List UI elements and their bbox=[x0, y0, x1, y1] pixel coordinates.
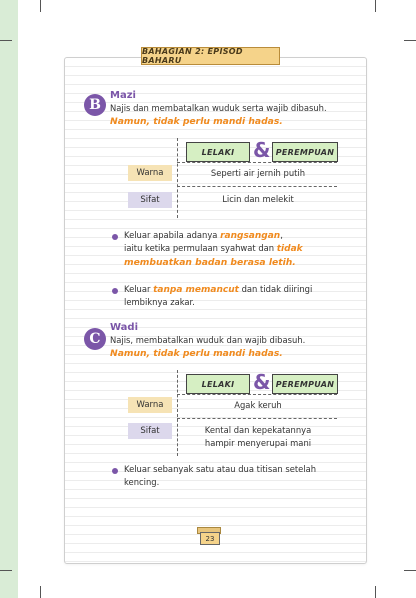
gender-male-tag: LELAKI bbox=[186, 142, 250, 162]
bullet-highlight: rangsangan bbox=[220, 231, 281, 241]
warna-label: Warna bbox=[128, 397, 172, 413]
section-c-bullet1-line2: kencing. bbox=[124, 477, 160, 487]
section-b-line2: Namun, tidak perlu mandi hadas. bbox=[110, 116, 283, 127]
table-b-rule bbox=[177, 162, 337, 163]
sifat-label: Sifat bbox=[128, 192, 172, 208]
warna-label: Warna bbox=[128, 165, 172, 181]
section-b-line1: Najis dan membatalkan wuduk serta wajib dibasuh. bbox=[110, 103, 327, 113]
section-b-bullet2-line2: lembiknya zakar. bbox=[124, 297, 195, 307]
section-c-bullet1-line1: Keluar sebanyak satu atau dua titisan setelah bbox=[124, 464, 317, 474]
gender-female-tag: PEREMPUAN bbox=[272, 374, 338, 394]
section-c-badge: C bbox=[84, 328, 106, 350]
warna-value: Seperti air jernih putih bbox=[210, 168, 306, 178]
section-c-line2: Namun, tidak perlu mandi hadas. bbox=[110, 348, 283, 359]
bullet-dot bbox=[112, 288, 118, 294]
crop-mark bbox=[404, 570, 416, 571]
table-b-divider bbox=[177, 138, 178, 218]
bullet-highlight: tanpa memancut bbox=[153, 285, 239, 295]
warna-value: Agak keruh bbox=[234, 400, 282, 410]
ampersand: & bbox=[253, 370, 271, 394]
table-c-rule bbox=[177, 394, 337, 395]
section-b-title: Mazi bbox=[110, 90, 136, 101]
crop-mark bbox=[0, 570, 12, 571]
crop-mark bbox=[404, 40, 416, 41]
crop-mark bbox=[375, 586, 376, 598]
sifat-label: Sifat bbox=[128, 423, 172, 439]
section-b-bullet1-line1 bbox=[124, 229, 283, 243]
table-b-rule bbox=[177, 186, 337, 187]
bullet-dot bbox=[112, 468, 118, 474]
notebook-page bbox=[64, 57, 367, 564]
page-edge-strip bbox=[0, 0, 18, 598]
sifat-value-line2: hampir menyerupai mani bbox=[204, 438, 312, 448]
bullet-text: , bbox=[280, 230, 283, 240]
crop-mark bbox=[40, 0, 41, 12]
bullet-highlight: tidak bbox=[276, 244, 303, 254]
sifat-value-line1: Kental dan kepekatannya bbox=[204, 425, 312, 435]
bullet-dot bbox=[112, 234, 118, 240]
page-number: 23 bbox=[200, 532, 220, 545]
ampersand: & bbox=[253, 138, 271, 162]
section-b-bullet1-line3: membuatkan badan berasa letih. bbox=[124, 257, 296, 268]
crop-mark bbox=[375, 0, 376, 12]
gender-male-tag: LELAKI bbox=[186, 374, 250, 394]
sifat-value: Licin dan melekit bbox=[222, 194, 294, 204]
bullet-text: dan tidak diiringi bbox=[238, 284, 313, 294]
section-b-bullet1-line2 bbox=[124, 242, 303, 256]
table-c-divider bbox=[177, 370, 178, 456]
bullet-text: Keluar apabila adanya bbox=[124, 230, 221, 240]
chapter-header: BAHAGIAN 2: EPISOD BAHARU bbox=[141, 47, 280, 65]
crop-mark bbox=[40, 586, 41, 598]
section-c-line1: Najis, membatalkan wuduk dan wajib dibasuh. bbox=[110, 335, 306, 345]
section-b-bullet2-line1 bbox=[124, 283, 312, 297]
bullet-text: iaitu ketika permulaan syahwat dan bbox=[124, 243, 277, 253]
gender-female-tag: PEREMPUAN bbox=[272, 142, 338, 162]
section-b-badge: B bbox=[84, 94, 106, 116]
section-c-title: Wadi bbox=[110, 322, 139, 333]
crop-mark bbox=[0, 40, 12, 41]
table-c-rule bbox=[177, 418, 337, 419]
bullet-text: Keluar bbox=[124, 284, 154, 294]
